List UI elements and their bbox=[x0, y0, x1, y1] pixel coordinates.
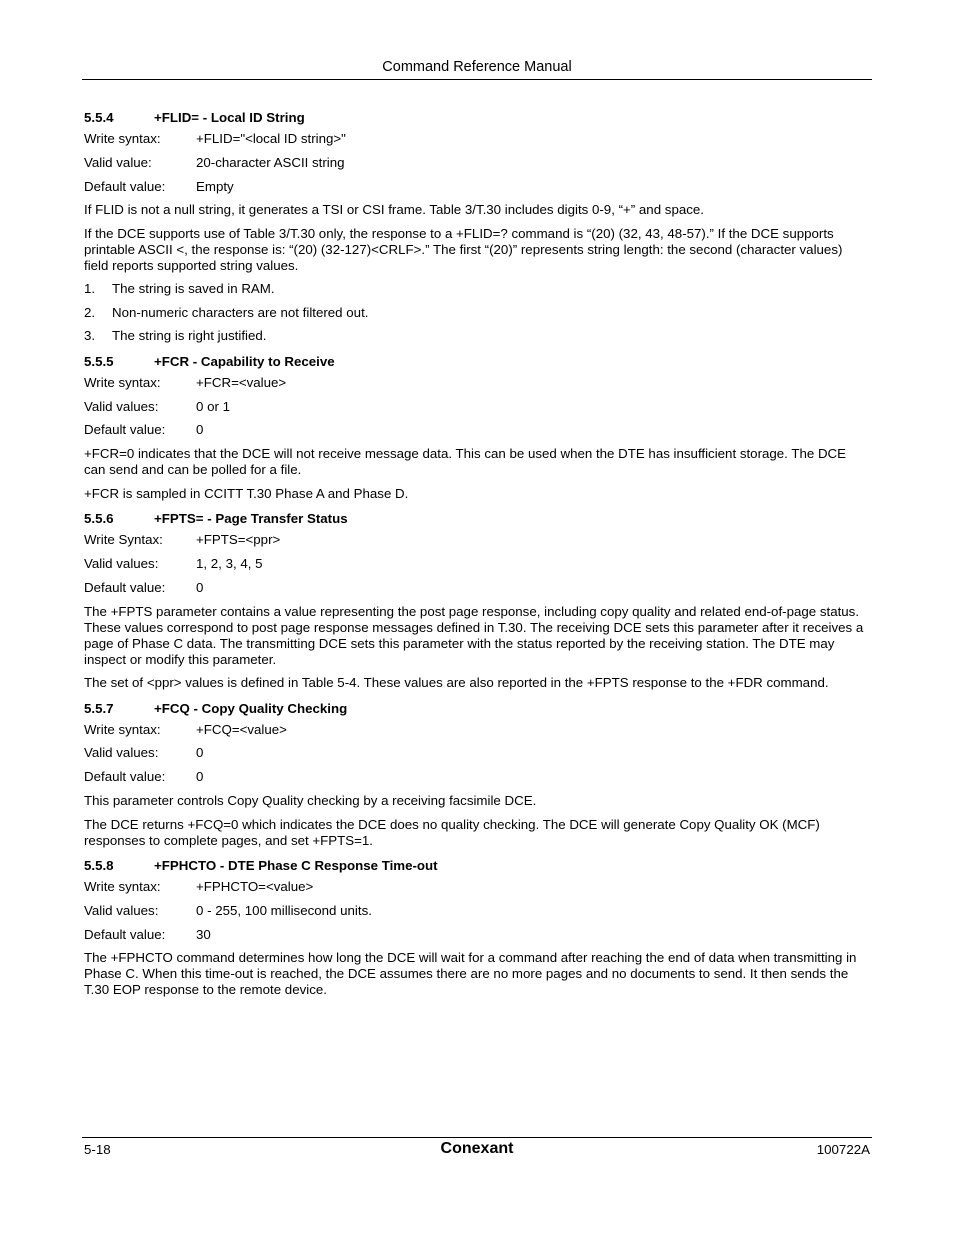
section-5-5-7 bbox=[84, 699, 870, 849]
field-label: Valid value: bbox=[84, 154, 152, 170]
section-heading bbox=[84, 856, 870, 876]
field-value: 1, 2, 3, 4, 5 bbox=[196, 556, 263, 572]
field-value: 0 bbox=[196, 769, 204, 785]
field-label: Default value: bbox=[84, 178, 166, 194]
field-value: 0 bbox=[196, 422, 204, 438]
footer-rule bbox=[82, 1137, 872, 1138]
paragraph: This parameter controls Copy Quality checking by a receiving facsimile DCE. bbox=[84, 793, 537, 809]
section-5-5-4 bbox=[84, 108, 870, 344]
paragraph: The +FPHCTO command determines how long the DCE will wait for a command after reaching the end of data when transmitting in Phase C. When this time-out is reached, the DCE assumes there are no more pages and no documents to send. It then sends the T.30 EOP response to the remote device. bbox=[84, 950, 857, 998]
header-rule bbox=[82, 79, 872, 80]
section-5-5-8 bbox=[84, 856, 870, 998]
field-label: Valid values: bbox=[84, 902, 159, 918]
footer-brand: Conexant bbox=[440, 1140, 514, 1157]
list-number: 3. bbox=[84, 328, 96, 344]
section-5-5-5 bbox=[84, 352, 870, 502]
list-text: Non-numeric characters are not filtered out. bbox=[112, 304, 369, 320]
field-row bbox=[84, 375, 870, 391]
field-row bbox=[84, 422, 870, 438]
section-number: 5.5.8 bbox=[84, 858, 114, 874]
paragraph: +FCR=0 indicates that the DCE will not receive message data. This can be used when the DTE has insufficient storage. The DCE can send and can be polled for a file. bbox=[84, 446, 847, 478]
list-number: 2. bbox=[84, 304, 96, 320]
list-item bbox=[84, 281, 870, 297]
running-header: Command Reference Manual bbox=[382, 59, 572, 75]
paragraph: +FCR is sampled in CCITT T.30 Phase A and Phase D. bbox=[84, 485, 409, 501]
paragraph: The DCE returns +FCQ=0 which indicates the DCE does no quality checking. The DCE will generate Copy Quality OK (MCF) responses to complete pages, and set +FPTS=1. bbox=[84, 816, 820, 848]
list-item bbox=[84, 328, 870, 344]
paragraph: If FLID is not a null string, it generates a TSI or CSI frame. Table 3/T.30 includes digits 0-9, “+” and space. bbox=[84, 202, 704, 218]
field-row bbox=[84, 179, 870, 195]
page-body bbox=[84, 108, 870, 1006]
section-heading bbox=[84, 352, 870, 372]
field-row bbox=[84, 745, 870, 761]
section-heading bbox=[84, 108, 870, 128]
section-heading bbox=[84, 699, 870, 719]
field-row bbox=[84, 927, 870, 943]
field-row bbox=[84, 131, 870, 147]
field-label: Default value: bbox=[84, 579, 166, 595]
section-number: 5.5.7 bbox=[84, 700, 114, 716]
field-value: 0 or 1 bbox=[196, 398, 231, 414]
field-row bbox=[84, 580, 870, 596]
field-value: 0 bbox=[196, 579, 204, 595]
section-number: 5.5.5 bbox=[84, 353, 114, 369]
section-number: 5.5.6 bbox=[84, 511, 114, 527]
section-title: +FPTS= - Page Transfer Status bbox=[154, 511, 348, 527]
section-heading bbox=[84, 509, 870, 529]
field-label: Write Syntax: bbox=[84, 532, 163, 548]
field-label: Valid values: bbox=[84, 745, 159, 761]
field-value: 30 bbox=[196, 926, 211, 942]
field-label: Write syntax: bbox=[84, 374, 161, 390]
field-value: 0 - 255, 100 millisecond units. bbox=[196, 902, 372, 918]
field-label: Write syntax: bbox=[84, 879, 161, 895]
field-label: Write syntax: bbox=[84, 131, 161, 146]
field-value: +FLID="<local ID string>" bbox=[196, 131, 346, 146]
field-label: Valid values: bbox=[84, 398, 159, 414]
section-number: 5.5.4 bbox=[84, 110, 114, 125]
field-value: 0 bbox=[196, 745, 204, 761]
list-number: 1. bbox=[84, 281, 96, 297]
field-row bbox=[84, 155, 870, 171]
list-text: The string is right justified. bbox=[112, 328, 267, 344]
field-row bbox=[84, 769, 870, 785]
field-row bbox=[84, 532, 870, 548]
field-label: Default value: bbox=[84, 422, 166, 438]
section-title: +FLID= - Local ID String bbox=[154, 110, 305, 125]
field-value: 20-character ASCII string bbox=[196, 154, 345, 170]
field-row bbox=[84, 556, 870, 572]
field-label: Write syntax: bbox=[84, 721, 161, 737]
field-value: Empty bbox=[196, 178, 234, 194]
field-row bbox=[84, 879, 870, 895]
field-value: +FPTS=<ppr> bbox=[196, 532, 281, 548]
list-item bbox=[84, 305, 870, 321]
paragraph: The set of <ppr> values is defined in Table 5-4. These values are also reported in the +FPTS response to the +FDR command. bbox=[84, 675, 829, 691]
field-value: +FCR=<value> bbox=[196, 374, 287, 390]
list-text: The string is saved in RAM. bbox=[112, 281, 275, 297]
section-title: +FCQ - Copy Quality Checking bbox=[154, 700, 348, 716]
section-title: +FCR - Capability to Receive bbox=[154, 353, 335, 369]
field-row bbox=[84, 722, 870, 738]
document-id: 100722A bbox=[816, 1142, 870, 1157]
field-label: Valid values: bbox=[84, 556, 159, 572]
page-number: 5-18 bbox=[84, 1142, 111, 1157]
field-label: Default value: bbox=[84, 769, 166, 785]
section-title: +FPHCTO - DTE Phase C Response Time-out bbox=[154, 858, 438, 874]
paragraph: If the DCE supports use of Table 3/T.30 only, the response to a +FLID=? command is “(20) (32, 43, 48-57).” If the DCE supports printable ASCII <, the response is: “(20) (32-127)<CRLF>.” The first “(20)” represents string length: the second (character values) field reports supported string values. bbox=[84, 225, 843, 273]
field-value: +FCQ=<value> bbox=[196, 721, 287, 737]
section-5-5-6 bbox=[84, 509, 870, 691]
field-value: +FPHCTO=<value> bbox=[196, 879, 314, 895]
field-label: Default value: bbox=[84, 926, 166, 942]
field-row bbox=[84, 903, 870, 919]
paragraph: The +FPTS parameter contains a value representing the post page response, including copy quality and related end-of-page status. These values correspond to post page response messages defined in T.30. The receiving DCE sets this parameter after it receives a page of Phase C data. The transmitting DCE sets this parameter with the status reported by the receiving station. The DTE may inspect or modify this parameter. bbox=[84, 603, 864, 667]
field-row bbox=[84, 399, 870, 415]
